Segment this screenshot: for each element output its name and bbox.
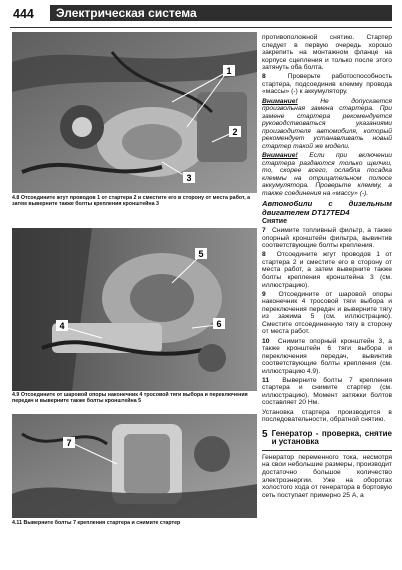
chapter-title: Электрическая система [50, 5, 392, 21]
step-8-paragraph: 8 Проверьте работоспособность стартера, подсоединив клемму провода «массы» (-) к аккумулятору. [262, 73, 392, 96]
section-rule [262, 450, 392, 451]
callout-1: 1 [226, 66, 232, 76]
page-header [10, 5, 392, 25]
section-5-heading [262, 430, 392, 447]
callout-2: 2 [232, 127, 238, 137]
step-10-paragraph: 10 Снимите опорный кронштейн 3, а также кронштейн 6 тяги выбора и переключения передач, вывинтив соответствующие болты крепления (см. иллюстрацию 4.9). [262, 337, 393, 375]
install-paragraph: Установка стартера производится в последовательности, обратной снятию. [262, 408, 392, 424]
callout-7: 7 [66, 438, 72, 448]
callout-3: 3 [186, 173, 192, 183]
page-number: 444 [13, 7, 34, 21]
generator-paragraph: Генератор переменного тока, несмотря на свои небольшие размеры, производит достаточно большое количество электроэнергии. Уже на оборотах холостого хода от генератора в бортовую сеть поступает примерно 25 А, а [262, 453, 392, 499]
figure-4-8-photo [12, 32, 257, 193]
step-8b-paragraph: 8 Отсоедините жгут проводов 1 от стартера 2 и сместите его в сторону от места работ, а затем выверните также болты крепления кронштейна 3 (см. иллюстрацию). [262, 251, 393, 289]
diesel-heading: Автомобили с дизельным двигателем DT17TED4 [262, 199, 392, 217]
removal-heading: Снятие [262, 218, 287, 226]
section-title: Генератор - проверка, снятие и установка [271, 428, 392, 447]
intro-paragraph: противоположной снятию. Стартер следует в первую очередь хорошо закрепить на монтажном фланце на корпусе сцепления и только после этого затянуть оба болта. [262, 34, 392, 72]
figure-4-9-caption: 4.9 Отсоедините от шаровой опоры наконечник 4 тросовой тяги выбора и переключения передач и выверните также болты кронштейна 5 [12, 392, 248, 405]
figure-4-9-photo [12, 228, 257, 391]
warning-1: Внимание! Не допускается произвольная замена стартера. При замене стартера рекомендуется руководствоваться указаниями производителя автомобиля, который рекомендует устанавливать новый стартер такой же модели. [262, 97, 392, 150]
figure-4-11-photo [12, 414, 257, 518]
warning-2: Внимание! Если при включении стартера раздаются только щелчки, то, скорее всего, ослабла посадка клеммы на отрицательном полюсе аккумулятора. Проверьте клемму, а также соединения на «массу» (-). [262, 151, 393, 197]
callout-4: 4 [59, 321, 65, 331]
step-7-paragraph: 7 Снимите топливный фильтр, а также опорный кронштейн фильтра, вывинтив соответствующие болты крепления. [262, 227, 392, 250]
step-11-paragraph: 11 Выверните болты 7 крепления стартера и снимите стартер (см. иллюстрацию). Момент затяжки болтов составляет 20 Нм. [262, 376, 392, 407]
callout-5: 5 [198, 249, 204, 259]
header-rule [10, 27, 392, 28]
callout-6: 6 [216, 319, 222, 329]
text-column [262, 34, 392, 501]
figure-4-11-caption: 4.11 Выверните болты 7 крепления стартера и снимите стартер [12, 520, 181, 526]
figure-4-8-caption: 4.8 Отсоедините жгут проводов 1 от стартера 2 и сместите его в сторону от места работ, а затем выверните также болты крепления кронштейна 3 [12, 195, 251, 208]
section-number: 5 [262, 428, 268, 440]
step-9-paragraph: 9 Отсоедините от шаровой опоры наконечник 4 тросовой тяги выбора и переключения передач и выверните тягу из зажима 5 (см. иллюстрацию). Сместите отсоединенную тягу в сторону от места работ. [262, 290, 392, 336]
